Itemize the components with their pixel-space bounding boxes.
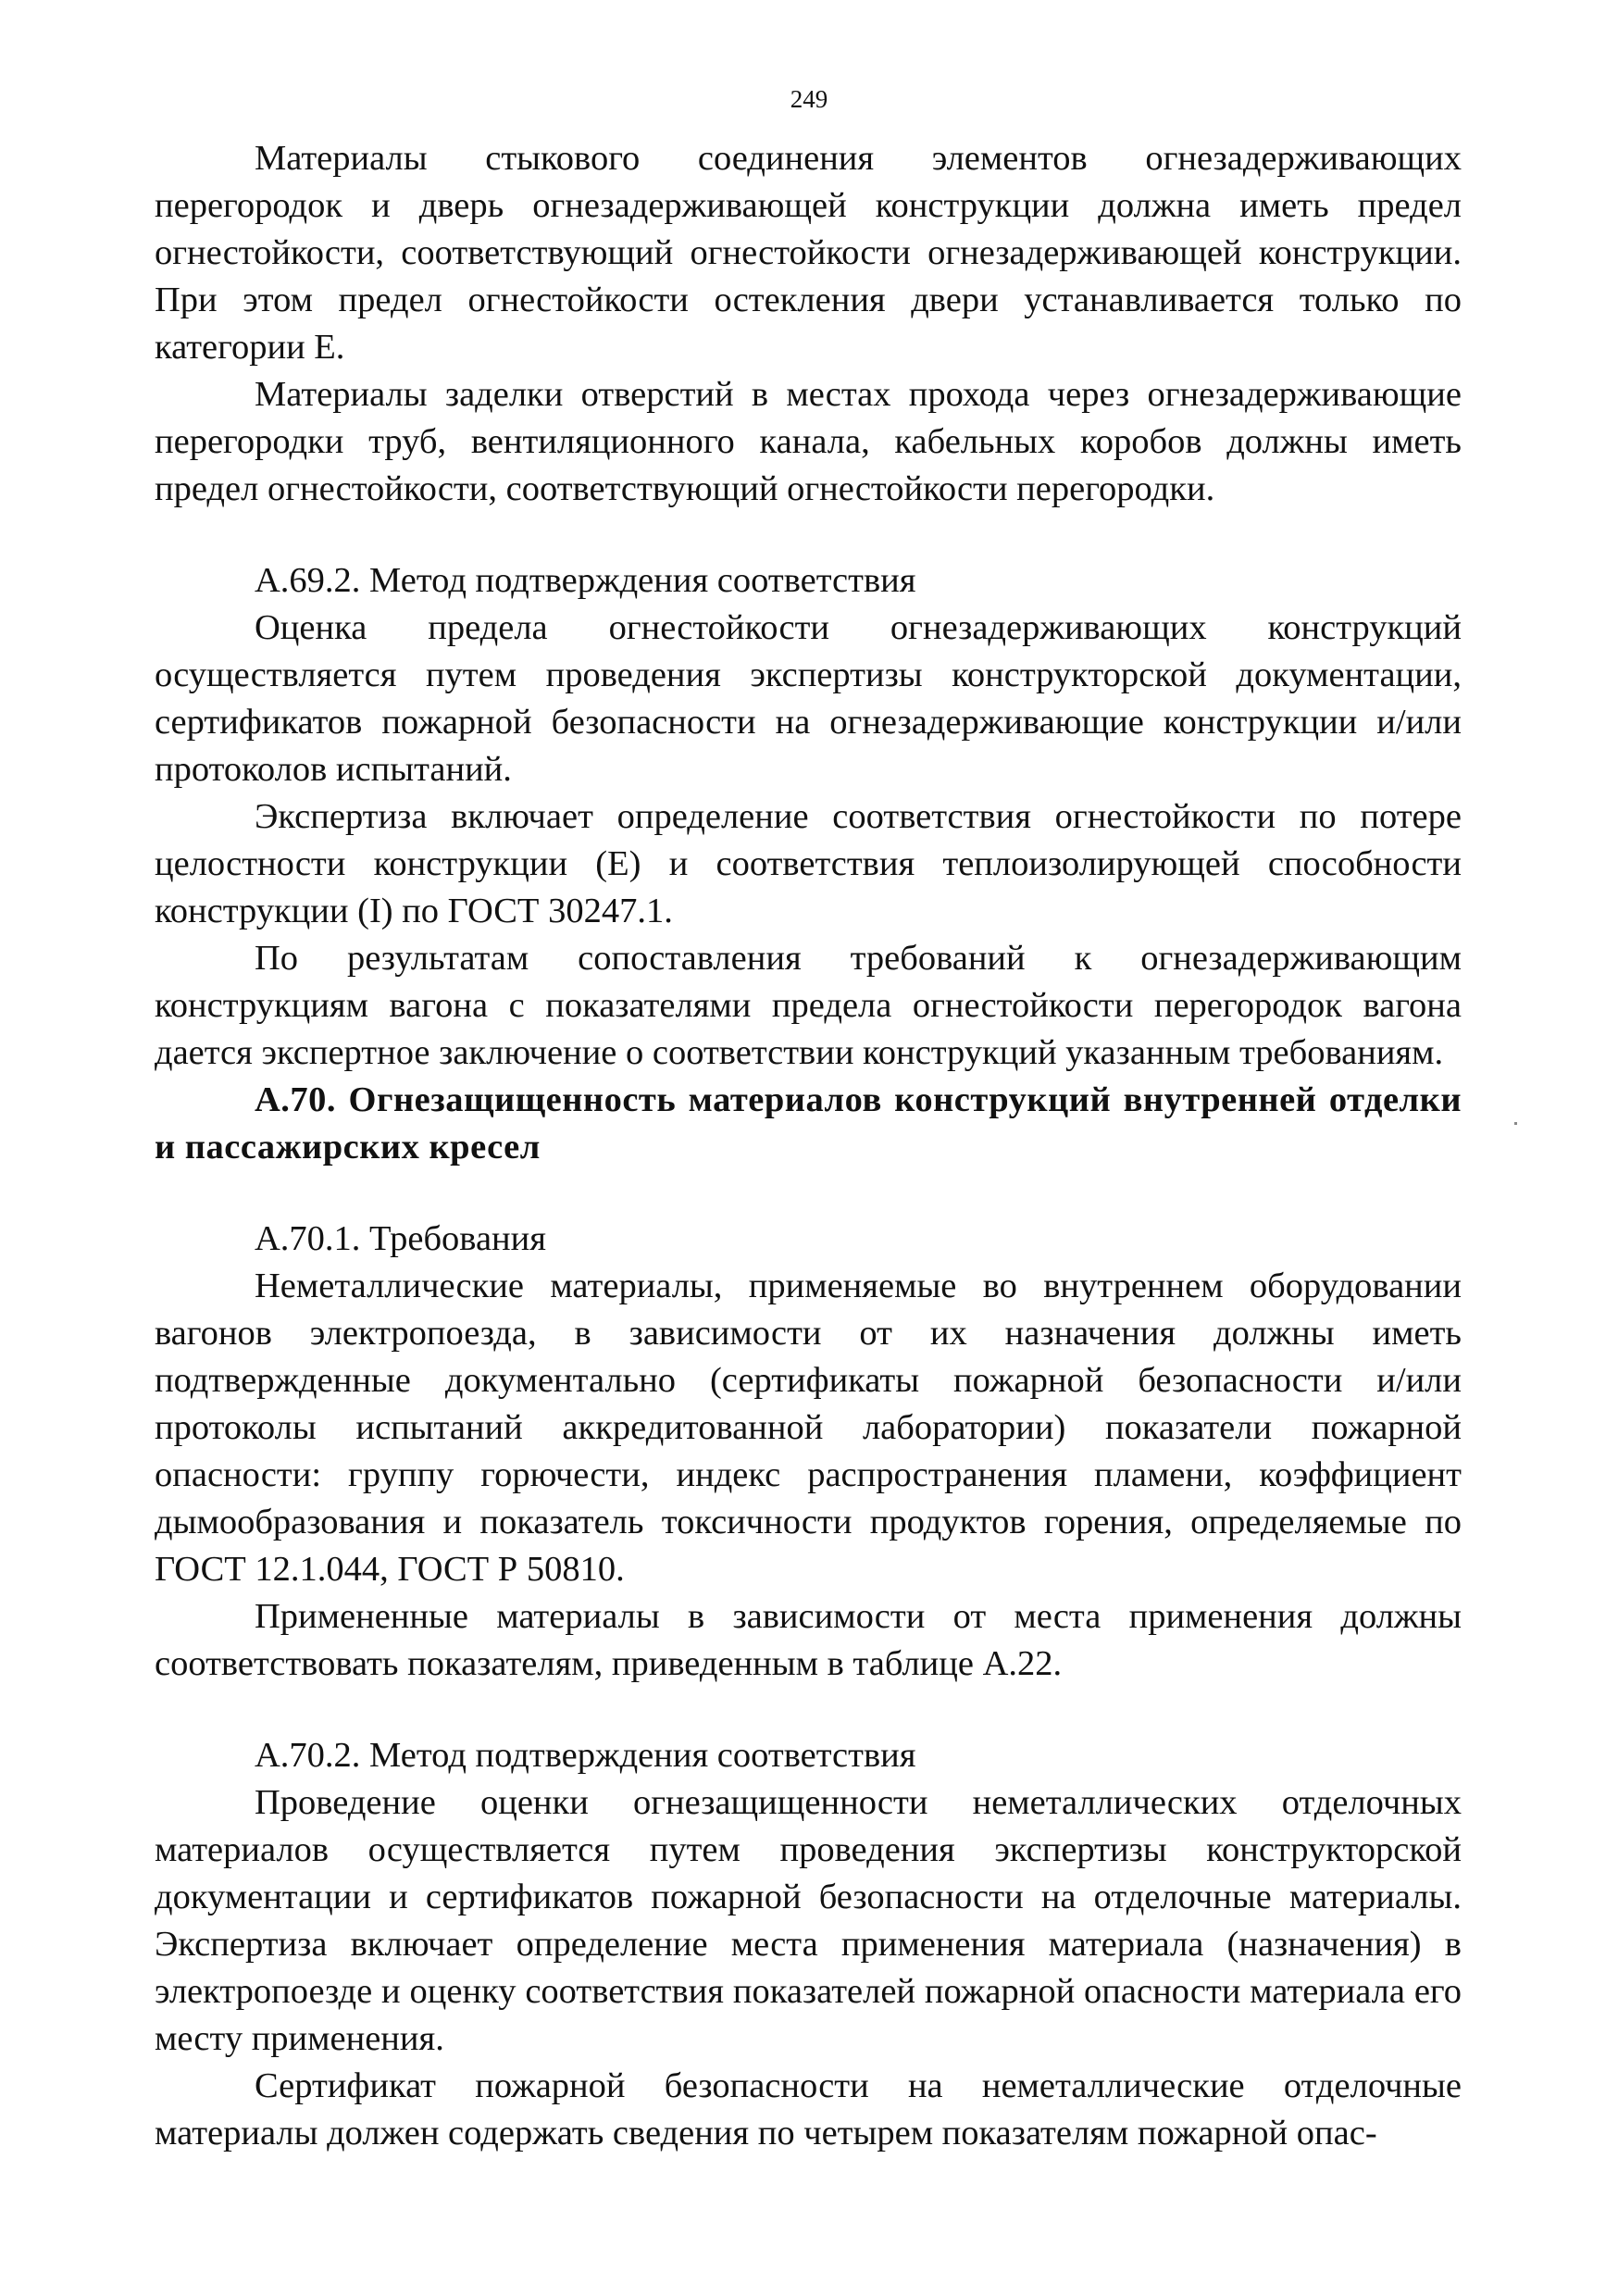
subsection-heading-a69-2: А.69.2. Метод подтверждения соответствия [255,561,916,600]
paragraph-fire-resistance-assessment: Оценка предела огнестойкости огнезадерживающих конструкций осуществляется путем проведения экспертизы конструкторской документации, сертификатов пожарной безопасности на огнезадерживающие конструкции и/или протоколов испытаний. [155,608,1462,789]
page-number: 249 [790,85,828,113]
paragraph-nonmetallic-materials: Неметаллические материалы, применяемые во внутреннем оборудовании вагонов электропоезда, в зависимости от их назначения должны иметь подтвержденные документально (сертификаты пожарной безопасности и/или протоколы испытаний аккредитованной лаборатории) показатели пожарной опасности: группу горючести, индекс распространения пламени, коэффициент дымообразования и показатель токсичности продуктов горения, определяемые по ГОСТ 12.1.044, ГОСТ Р 50810. [155,1267,1462,1589]
paragraph-comparison-results: По результатам сопоставления требований к огнезадерживающим конструкциям вагона с показателями предела огнестойкости перегородок вагона дается экспертное заключение о соответствии конструкций указанным требованиям. [155,939,1462,1072]
paragraph-joint-materials: Материалы стыкового соединения элементов огнезадерживающих перегородок и дверь огнезадерживающей конструкции должна иметь предел огнестойкости, соответствующий огнестойкости огнезадерживающей конструкции. При этом предел огнестойкости остекления двери устанавливается только по категории Е. [155,139,1462,367]
paragraph-opening-sealing: Материалы заделки отверстий в местах прохода через огнезадерживающие перегородки труб, вентиляционного канала, кабельных коробов должны иметь предел огнестойкости, соответствующий огнестойкости перегородки. [155,375,1462,508]
section-spacer [155,1688,1462,1732]
subsection-heading-a70-2: А.70.2. Метод подтверждения соответствия [255,1736,916,1775]
section-spacer [155,1171,1462,1216]
subsection-heading-a70-1: А.70.1. Требования [255,1219,546,1258]
paragraph-expertise-includes: Экспертиза включает определение соответствия огнестойкости по потере целостности конструкции (Е) и соответствия теплоизолирующей способности конструкции (I) по ГОСТ 30247.1. [155,797,1462,930]
document-body [155,135,1462,2157]
paragraph-applied-materials: Примененные материалы в зависимости от места применения должны соответствовать показателям, приведенным в таблице А.22. [155,1597,1462,1683]
section-heading-a70: А.70. Огнезащищенность материалов конструкций внутренней отделки и пассажирских кресел [155,1080,1462,1167]
scan-speck [1514,1122,1517,1125]
section-spacer [155,513,1462,557]
paragraph-certificate-content: Сертификат пожарной безопасности на неметаллические отделочные материалы должен содержать сведения по четырем показателям пожарной опас- [155,2066,1462,2152]
paragraph-fire-protection-assessment: Проведение оценки огнезащищенности неметаллических отделочных материалов осуществляется путем проведения экспертизы конструкторской документации и сертификатов пожарной безопасности на отделочные материалы. Экспертиза включает определение места применения материала (назначения) в электропоезде и оценку соответствия показателей пожарной опасности материала его месту применения. [155,1783,1462,2058]
